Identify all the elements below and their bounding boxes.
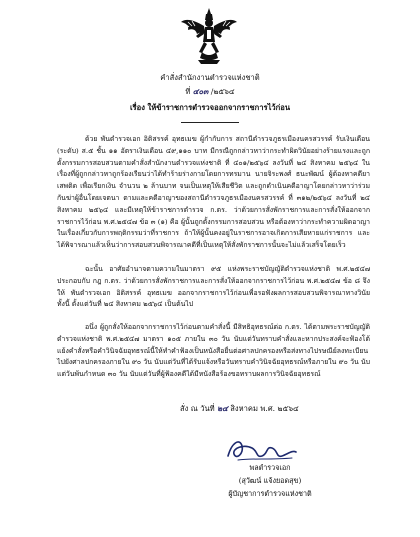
signer-rank: พลตำรวจเอก bbox=[249, 463, 291, 472]
date-suffix: สิงหาคม พ.ศ. ๒๕๖๔ bbox=[230, 404, 299, 413]
signer-position: ผู้บัญชาการตำรวจแห่งชาติ bbox=[228, 489, 312, 498]
subject-line: เรื่อง ให้ข้าราชการตำรวจออกจากราชการไว้ก่อน bbox=[129, 103, 291, 112]
body-paragraph-2: ฉะนั้น อาศัยอำนาจตามความในมาตรา ๙๕ แห่งพระราชบัญญัติตำรวจแห่งชาติ พ.ศ.๒๕๔๗ ประกอบกับ กฎ ก.ตร. ว่าด้วยการสั่งพักราชการและการสั่งให้ออกจากราชการไว้ก่อน พ.ศ.๒๕๔๗ ข้อ ๘ จึงให้ พันตำรวจเอก อิติสรรค์ อุทธเมฆ ออกจากราชการไว้ก่อนเพื่อรอฟังผลการสอบสวนพิจารณาทางวินัย ทั้งนี้ ตั้งแต่วันที่ ๒๔ สิงหาคม ๒๕๖๔ เป็นต้นไป bbox=[57, 265, 370, 309]
order-date bbox=[180, 403, 420, 415]
body-paragraph-1: ด้วย พันตำรวจเอก อิติสรรค์ อุทธเมฆ ผู้กำกับการ สถานีตำรวจภูธรเมืองนครสวรรค์ รับเงินเดือน (ระดับ) ส.๕ ชั้น ๑๑ อัตราเงินเดือน ๔๙,๑๑๐ บาท มีกรณีถูกกล่าวหาว่ากระทำผิดวินัยอย่างร้ายแรงและถูกตั้งกรรมการสอบสวนตามคำสั่งสำนักงานตำรวจแห่งชาติ ที่ ๔๐๑/๒๕๖๔ ลงวันที่ ๒๔ สิงหาคม ๒๕๖๔ ในเรื่องที่ผู้ถูกกล่าวหาถูกร้องเรียนว่าได้ทำร้ายร่างกายโดยการทรมาน นายจิระพงศ์ ธนะพัฒน์ ผู้ต้องหาคดียาเสพติด เพื่อเรียกเงิน จำนวน ๒ ล้านบาท จนเป็นเหตุให้เสียชีวิต และถูกดำเนินคดีอาญาโดยกล่าวหาว่าร่วมกันฆ่าผู้อื่นโดยเจตนา ตามและคดีอาญาของสถานีตำรวจภูธรเมืองนครสวรรค์ ที่ ๓๑๒/๒๕๖๔ ลงวันที่ ๒๔ สิงหาคม ๒๕๖๔ และมีเหตุให้ข้าราชการตำรวจ ก.ตร. ว่าด้วยการสั่งพักราชการและการสั่งให้ออกจากราชการไว้ก่อน พ.ศ.๒๕๔๗ ข้อ ๓ (๑) คือ ผู้นั้นถูกตั้งกรรมการสอบสวน หรือต้องหาว่ากระทำความผิดอาญาในเรื่องเกี่ยวกับการพฤติกรรมว่าที่ราชการ ถ้าให้ผู้นั้นคงอยู่ในราชการอาจเกิดการเสียหายแก่ราชการ และได้พิจารณาแล้วเห็นว่าการสอบสวนพิจารณาคดีที่เป็นเหตุให้สั่งพักราชการนั้นจะไม่แล้วเสร็จโดยเร็ว bbox=[57, 135, 370, 250]
signer-name: (สุวัฒน์ แจ้งยอดสุข) bbox=[238, 476, 302, 485]
body-paragraph-3: อนึ่ง ผู้ถูกสั่งให้ออกจากราชการไว้ก่อนตามคำสั่งนี้ มีสิทธิอุทธรณ์ต่อ ก.ตร. ได้ตามพระราชบัญญัติตำรวจแห่งชาติ พ.ศ.๒๕๔๗ มาตรา ๑๐๕ ภายใน ๓๐ วัน นับแต่วันทราบคำสั่งและหากประสงค์จะฟ้องโต้แย้งคำสั่งหรือคำวินิจฉัยอุทธรณ์นี้ให้ทำคำฟ้องเป็นหนังสือยื่นต่อศาลปกครองหรือส่งทางไปรษณีย์ลงทะเบียนไปยังศาลปกครองภายใน ๙๐ วัน นับแต่วันที่ได้รับแจ้งหรือวันทราบคำวินิจฉัยอุทธรณ์หรือภายใน ๙๐ วัน นับแต่วันพ้นกำหนด ๓๐ วัน นับแต่วันที่ผู้ฟ้องคดีได้มีหนังสือร้องขอทราบผลการวินิจฉัยอุทธรณ์ bbox=[57, 323, 370, 379]
date-day-handwritten: ๒๔ bbox=[217, 404, 228, 413]
order-number bbox=[0, 86, 420, 98]
garuda-emblem-icon bbox=[180, 6, 238, 68]
agency-line: คำสั่งสำนักงานตำรวจแห่งชาติ bbox=[160, 73, 260, 82]
number-handwritten: ๔๐๓ bbox=[192, 87, 209, 96]
divider-rule bbox=[181, 122, 239, 123]
number-suffix: /๒๕๖๔ bbox=[210, 87, 235, 96]
number-prefix: ที่ bbox=[185, 87, 191, 96]
date-prefix: สั่ง ณ วันที่ bbox=[180, 404, 215, 413]
